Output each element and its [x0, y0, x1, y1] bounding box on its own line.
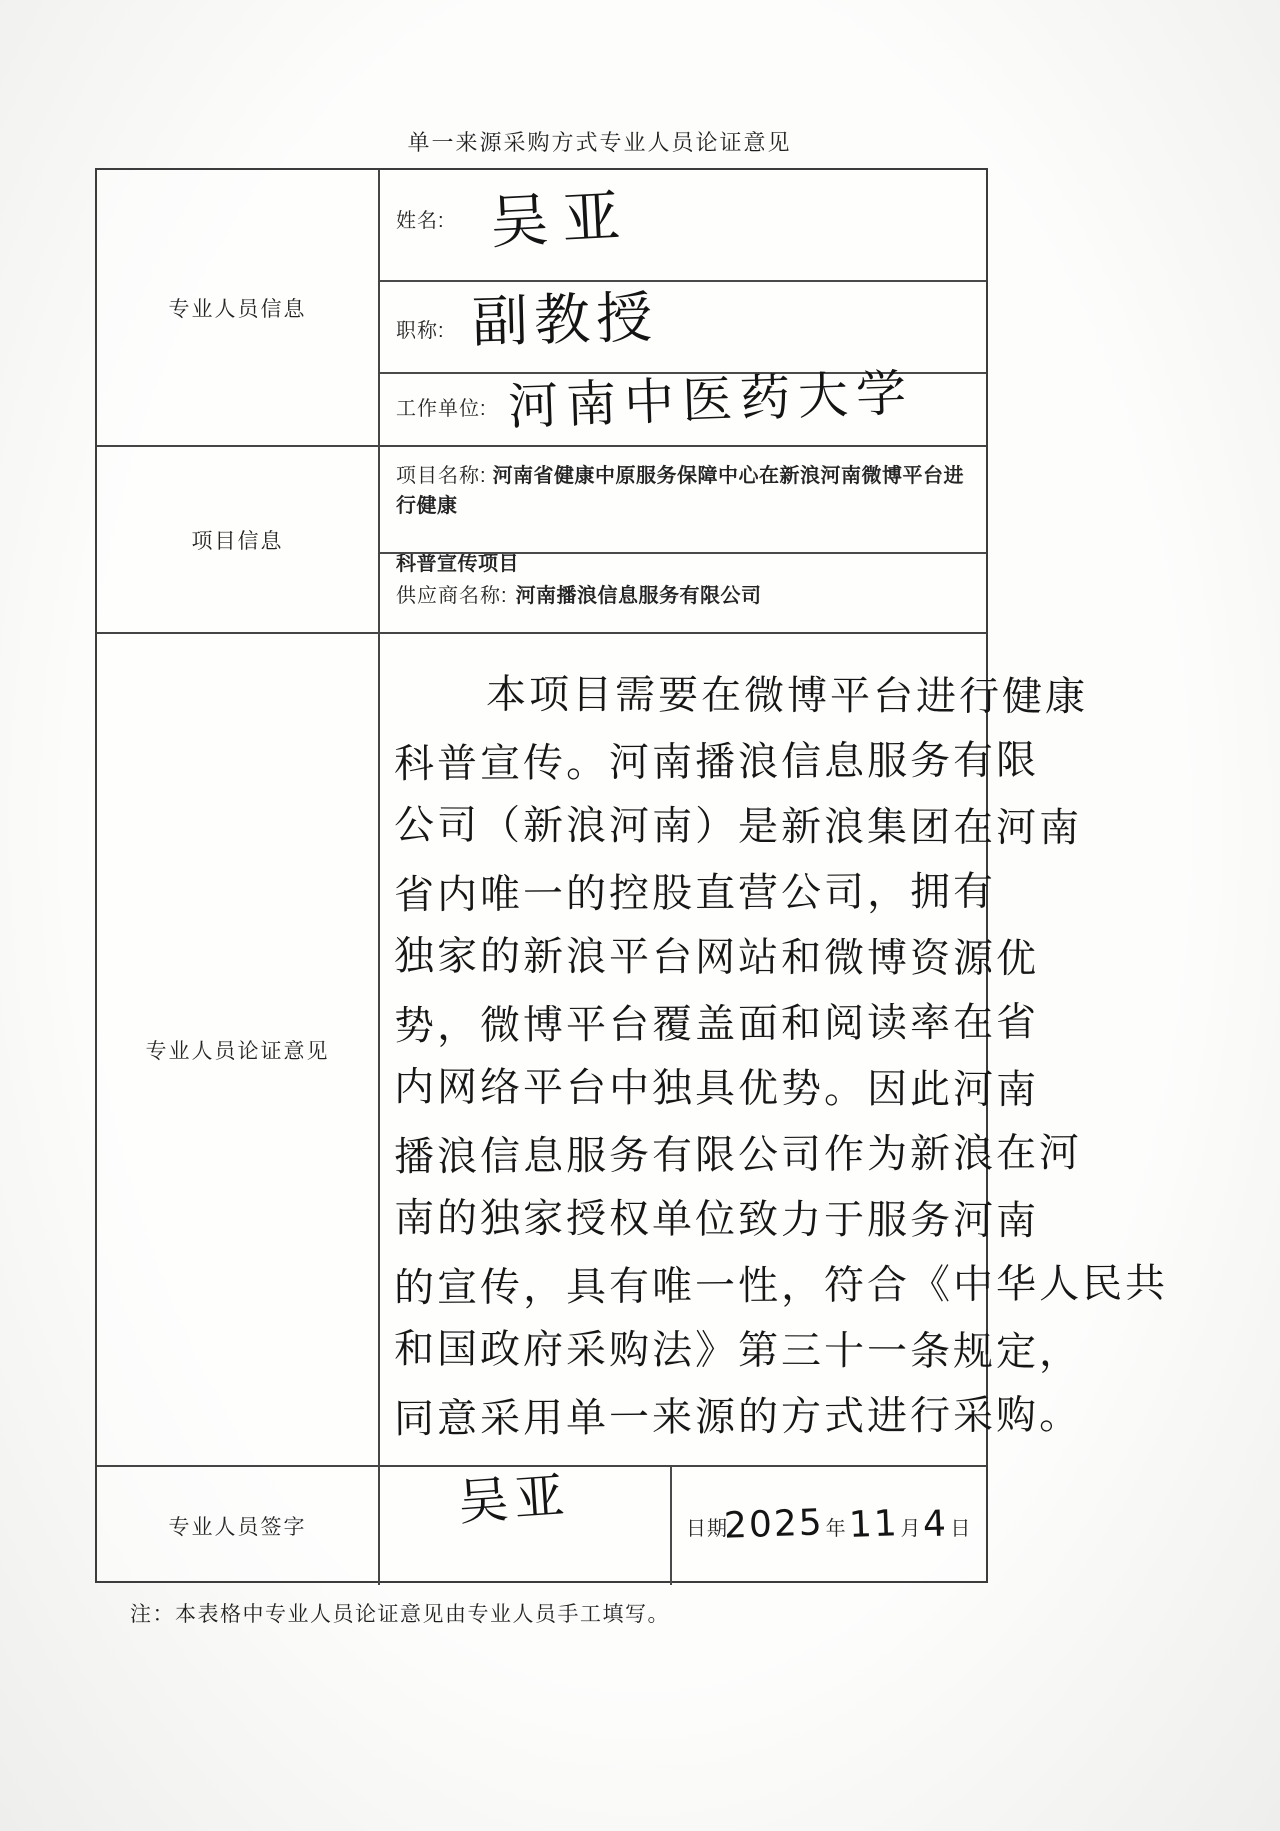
name-field-row: [380, 170, 986, 280]
form-table: [95, 168, 1169, 1583]
signature-handwritten-value: 吴亚: [456, 1466, 573, 1532]
signature-cell: [380, 1467, 672, 1585]
opinion-line: 的宣传，具有唯一性，符合《中华人民共: [393, 1260, 1169, 1311]
date-day-handwritten: 4: [922, 1503, 950, 1545]
opinion-line: 本项目需要在微博平台进行健康: [485, 671, 1089, 721]
supplier-row: [380, 552, 986, 632]
opinion-line: 独家的新浪平台网站和微博资源优: [393, 933, 1040, 983]
document-title: 单一来源采购方式专业人员论证意见: [407, 130, 792, 155]
work-unit-label: 工作单位:: [396, 398, 487, 420]
signature-section-label: 专业人员签字: [97, 1467, 380, 1585]
date-prefix-label: 日期: [686, 1517, 728, 1540]
opinion-line: 同意采用单一来源的方式进行采购。: [393, 1391, 1083, 1442]
work-unit-handwritten-value: 河南中医药大学: [507, 363, 916, 437]
opinion-row: [97, 632, 1169, 1465]
opinion-section-label: 专业人员论证意见: [97, 634, 380, 1465]
title-label: 职称:: [396, 320, 445, 342]
project-name-line1: [396, 461, 972, 521]
date-year-handwritten: 2025: [723, 1501, 825, 1547]
footnote: 注：本表格中专业人员论证意见由专业人员手工填写。: [130, 1603, 670, 1626]
date-cell: [672, 1467, 986, 1585]
title-handwritten-value: 副教授: [471, 285, 659, 356]
opinion-line: 播浪信息服务有限公司作为新浪在河: [393, 1129, 1083, 1180]
opinion-line: 科普宣传。河南播浪信息服务有限: [393, 736, 1040, 787]
signature-row: [97, 1465, 986, 1585]
opinion-line: 公司（新浪河南）是新浪集团在河南: [393, 802, 1083, 852]
opinion-line: 势，微博平台覆盖面和阅读率在省: [393, 998, 1040, 1049]
work-unit-field-row: [380, 363, 986, 445]
opinion-line: 省内唯一的控股直营公司，拥有: [393, 868, 997, 918]
project-section-label: 项目信息: [97, 447, 380, 632]
date-month-label: 月: [900, 1517, 922, 1540]
opinion-handwritten-text: [380, 634, 1176, 1465]
name-label: 姓名:: [396, 210, 445, 232]
project-name-value-part2: 科普宣传项目: [396, 553, 519, 575]
name-handwritten-value: 吴亚: [488, 181, 636, 257]
project-name-row: [380, 447, 986, 575]
opinion-line: 南的独家授权单位致力于服务河南: [393, 1195, 1040, 1245]
project-name-label: 项目名称:: [396, 465, 487, 487]
opinion-line: 和国政府采购法》第三十一条规定，: [393, 1326, 1083, 1376]
date-month-handwritten: 11: [847, 1502, 900, 1546]
opinion-line: 内网络平台中独具优势。因此河南: [393, 1064, 1040, 1114]
date-day-label: 日: [950, 1517, 972, 1540]
personnel-fields: [380, 170, 986, 445]
personnel-info-row: [97, 170, 986, 445]
project-fields: [380, 447, 986, 632]
date-year-label: 年: [825, 1517, 847, 1540]
project-name-value-part1: 河南省健康中原服务保障中心在新浪河南微博平台进行健康: [396, 465, 965, 517]
personnel-section-label: 专业人员信息: [97, 170, 380, 445]
supplier-value: 河南播浪信息服务有限公司: [515, 584, 762, 607]
supplier-label: 供应商名称:: [396, 584, 508, 607]
project-info-row: [97, 445, 986, 632]
